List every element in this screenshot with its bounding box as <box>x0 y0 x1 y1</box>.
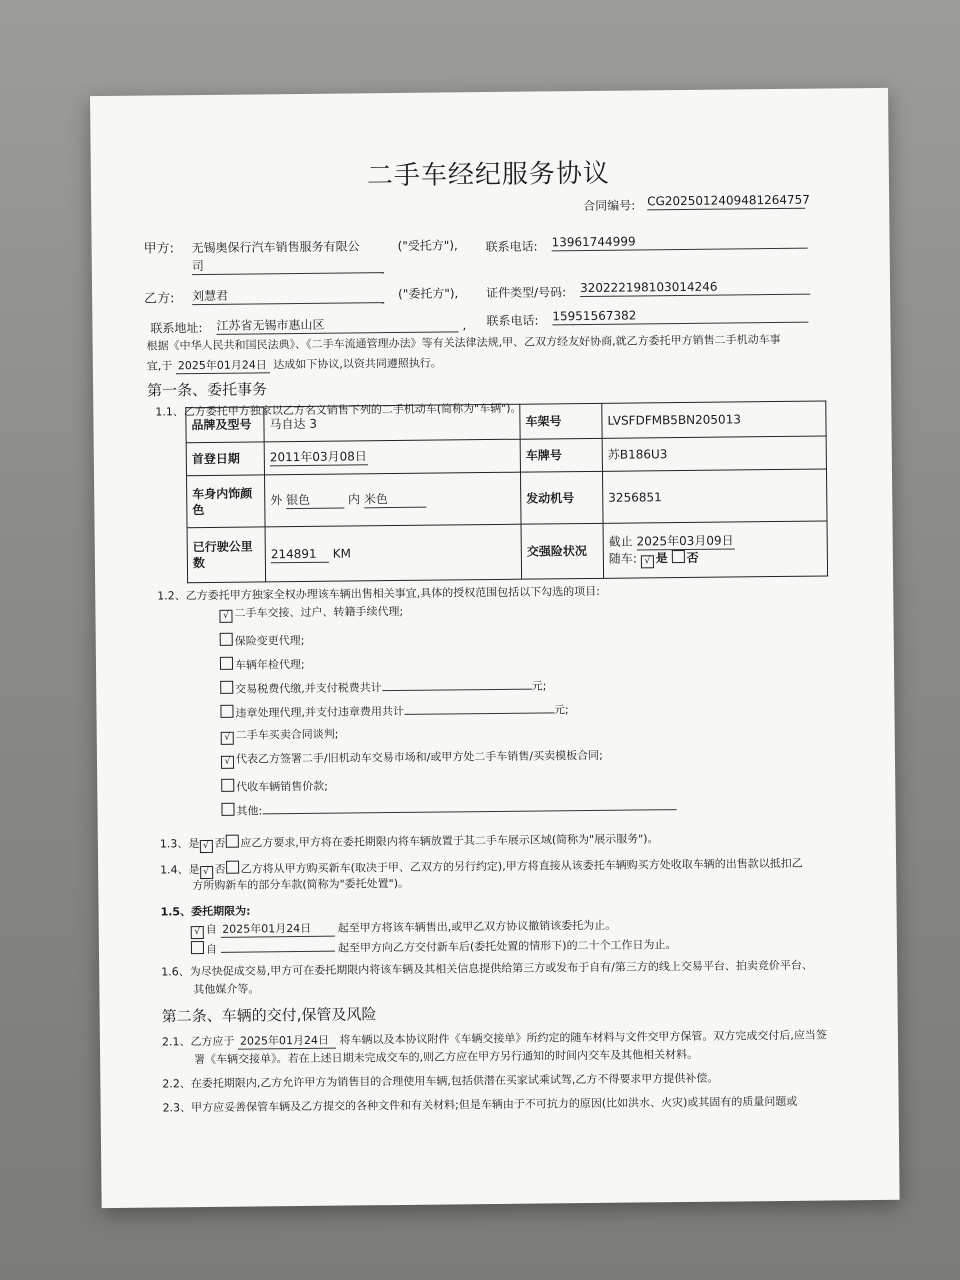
option-4 <box>220 677 546 696</box>
color-int-value: 米色 <box>364 491 426 509</box>
clause-1-3-mid: 否 <box>214 836 226 850</box>
intro-line1: 根据《中华人民共和国民法典》、《二手车流通管理办法》等有关法律法规,甲、乙双方经友好协商,就乙方委托甲方销售二手机动车事 <box>146 332 781 353</box>
clause-1-4-line2: 方所购新车的部分车款(简称为"委托处置")。 <box>192 876 410 893</box>
option-6-text: 二手车买卖合同谈判; <box>235 727 339 742</box>
color-ext-value: 银色 <box>286 492 344 510</box>
reg-date-value: 2011年03月08日 <box>269 449 367 465</box>
address-tail: , <box>462 318 467 333</box>
engine-label: 发动机号 <box>520 471 603 524</box>
insurance-cell <box>603 521 828 578</box>
insurance-until-label: 截止 <box>608 534 633 549</box>
party-b-id: 320222198103014246 <box>580 279 810 297</box>
reg-date-cell <box>264 439 520 474</box>
clause-1-6-line2: 其他媒介等。 <box>193 982 260 997</box>
insurance-no-checkbox[interactable] <box>672 550 685 563</box>
intro-date: 2025年01月24日 <box>176 358 270 374</box>
option-4-tail: 元; <box>531 679 547 693</box>
insurance-with-label: 随车: <box>608 551 638 566</box>
term-option-2-text: 起至甲方向乙方交付新车后(委托处置的情形下)的二十个工作日为止。 <box>337 938 677 955</box>
term-option-1-text: 起至甲方将该车辆售出,或甲乙双方协议撤销该委托为止。 <box>337 918 617 935</box>
clause-2-1-line2: 署《车辆交接单》。若在上述日期未完成交车的,则乙方应在甲方另行通知的时间内交车及其他相关材料。 <box>194 1047 699 1067</box>
option-9 <box>221 798 676 819</box>
party-b-phone-label: 联系电话: <box>486 313 539 329</box>
option-5-text: 违章处理代理,并支付违章费用共计 <box>235 704 405 720</box>
party-a-name-line2: 司 <box>192 257 384 275</box>
term-option-2-from: 自 <box>205 942 218 957</box>
option-5-tail: 元; <box>553 703 569 717</box>
engine-value: 3256851 <box>602 469 827 524</box>
vehicle-table <box>185 400 828 583</box>
option-3 <box>220 656 305 673</box>
option-1 <box>219 605 403 623</box>
color-int-label: 内 <box>347 492 361 507</box>
color-cell <box>264 472 521 527</box>
insurance-until-value: 2025年03月09日 <box>636 533 734 549</box>
clause-1-3-no-checkbox[interactable] <box>225 835 238 848</box>
term-option-2 <box>191 936 677 957</box>
clause-1-3-post: 应乙方要求,甲方将在委托期限内将车辆放置于其二手车展示区域(简称为"展示服务")。 <box>240 832 659 850</box>
party-a-phone: 13961744999 <box>552 233 808 252</box>
clause-1-3 <box>160 830 659 853</box>
party-b-id-label: 证件类型/号码: <box>486 285 567 301</box>
option-6 <box>221 728 339 745</box>
option-8-checkbox[interactable] <box>221 779 234 792</box>
option-3-checkbox[interactable] <box>220 657 233 670</box>
insurance-label: 交强险状况 <box>521 524 604 580</box>
party-a-name-line1: 无锡奥保行汽车销售服务有限公 <box>191 239 360 256</box>
clause-2-1-date: 2025年01月24日 <box>238 1034 336 1050</box>
term-option-1-from: 自 <box>205 922 217 937</box>
plate-value: 苏B186U3 <box>602 436 826 471</box>
intro-suffix: 达成如下协议,以资共同遵照执行。 <box>273 356 442 372</box>
option-8 <box>221 778 328 795</box>
clause-1-5-heading: 1.5、委托期限为: <box>160 904 251 919</box>
option-5 <box>220 701 568 721</box>
brand-value: 马自达 3 <box>264 404 520 442</box>
mileage-value: 214891 <box>271 545 329 563</box>
option-4-amount-line[interactable] <box>382 689 532 692</box>
mileage-unit: KM <box>332 546 351 561</box>
party-b-label: 乙方: <box>144 291 175 307</box>
plate-label: 车牌号 <box>520 438 602 472</box>
party-b-name: 刘慧君 <box>192 287 384 305</box>
insurance-yes-checkbox[interactable]: √ <box>641 555 654 568</box>
option-2 <box>220 632 305 649</box>
option-9-text: 其他: <box>236 804 263 818</box>
clause-1-4-pre: 1.4、是 <box>160 863 200 877</box>
clause-1-1: 1.1、乙方委托甲方独家以乙方名义销售下列的二手机动车(简称为"车辆")。 <box>155 401 522 419</box>
term-option-2-checkbox[interactable] <box>191 941 204 954</box>
article2-heading: 第二条、车辆的交付,保管及风险 <box>161 1005 377 1026</box>
option-7-checkbox[interactable]: √ <box>221 756 234 769</box>
option-5-checkbox[interactable] <box>220 705 233 718</box>
term-option-2-date-line[interactable] <box>220 951 334 953</box>
insurance-with-row <box>609 548 822 568</box>
party-a-label: 甲方: <box>143 241 175 257</box>
document-title: 二手车经纪服务协议 <box>366 158 611 192</box>
color-label: 车身内饰颜色 <box>186 475 265 528</box>
clause-2-3: 2.3、甲方应妥善保管车辆及乙方提交的各种文件和有关材料;但是车辆由于不可抗力的原因(比如洪水、火灾)或其固有的质量问题或 <box>162 1094 798 1115</box>
clause-1-4-post: 乙方将从甲方购买新车(取决于甲、乙双方的另行约定),甲方将直接从该委托车辆购买方处收取车辆的出售款以抵扣乙 <box>240 856 803 876</box>
address-value: 江苏省无锡市惠山区 <box>216 316 458 335</box>
party-b-phone: 15951567382 <box>552 307 808 326</box>
clause-2-1-pre: 2.1、乙方应于 <box>161 1034 235 1049</box>
intro-line2 <box>147 357 442 375</box>
option-7 <box>221 749 603 769</box>
option-6-checkbox[interactable]: √ <box>221 732 234 745</box>
party-a-role: ("受托方"), <box>397 238 458 253</box>
clause-1-2: 1.2、乙方委托甲方独家全权办理该车辆出售相关事宜,具体的授权范围包括以下勾选的项目: <box>157 584 601 603</box>
clause-1-3-yes-checkbox[interactable]: √ <box>199 840 212 853</box>
option-1-checkbox[interactable]: √ <box>219 610 232 623</box>
party-b-role: ("委托方"), <box>398 286 459 301</box>
vin-label: 车架号 <box>520 403 602 439</box>
insurance-no-label: 否 <box>686 550 699 565</box>
option-4-checkbox[interactable] <box>220 681 233 694</box>
clause-1-4-yes-checkbox[interactable]: √ <box>200 866 213 879</box>
insurance-yes-label: 是 <box>655 550 668 565</box>
vin-value: LVSFDFMB5BN205013 <box>602 401 826 438</box>
clause-2-1-post: 将车辆以及本协议附件《车辆交接单》所约定的随车材料与文件交甲方保管。双方完成交付后,应当签 <box>339 1028 827 1047</box>
reg-date-label: 首登日期 <box>186 442 264 476</box>
article1-heading: 第一条、委托事务 <box>147 380 268 400</box>
option-5-amount-line[interactable] <box>404 712 554 715</box>
option-3-text: 车辆年检代理; <box>234 657 305 672</box>
mileage-cell <box>265 525 522 582</box>
clause-2-1 <box>162 1029 827 1051</box>
brand-label: 品牌及型号 <box>186 407 264 443</box>
option-8-text: 代收车辆销售价款; <box>236 779 329 794</box>
party-a-phone-label: 联系电话: <box>485 239 538 255</box>
contract-page <box>90 88 900 1208</box>
option-7-text: 代表乙方签署二手/旧机动车交易市场和/或甲方处二手车销售/买卖模板合同; <box>235 748 603 766</box>
color-ext-label: 外 <box>270 493 283 508</box>
option-2-checkbox[interactable] <box>220 633 233 646</box>
clause-1-4 <box>160 855 803 880</box>
term-option-1 <box>191 919 617 939</box>
term-option-1-checkbox[interactable]: √ <box>191 926 204 939</box>
clause-1-3-pre: 1.3、是 <box>159 837 200 851</box>
clause-2-2: 2.2、在委托期限内,乙方允许甲方为销售目的合理使用车辆,包括供潜在买家试乘试驾,乙方不得要求甲方提供补偿。 <box>162 1071 719 1091</box>
option-4-text: 交易税费代缴,并支付税费共计 <box>235 681 382 696</box>
clause-1-6-line1: 1.6、为尽快促成交易,甲方可在委托期限内将该车辆及其相关信息提供给第三方或发布于自有/第三方的线上交易平台、拍卖竞价平台、 <box>161 958 813 979</box>
clause-1-4-mid: 否 <box>214 862 226 876</box>
address-label: 联系地址: <box>150 321 203 336</box>
intro-prefix: 宜,于 <box>146 359 173 373</box>
contract-no-value: CG2025012409481264757 <box>647 192 810 209</box>
contract-no-label: 合同编号: <box>583 198 636 214</box>
mileage-label: 已行驶公里数 <box>187 527 266 583</box>
option-9-checkbox[interactable] <box>221 803 234 816</box>
option-2-text: 保险变更代理; <box>234 633 305 648</box>
term-option-1-date: 2025年01月24日 <box>220 922 334 938</box>
option-1-text: 二手车交接、过户、转籍手续代理; <box>234 604 404 620</box>
option-9-other-line[interactable] <box>262 809 676 814</box>
clause-1-4-no-checkbox[interactable] <box>226 861 239 874</box>
